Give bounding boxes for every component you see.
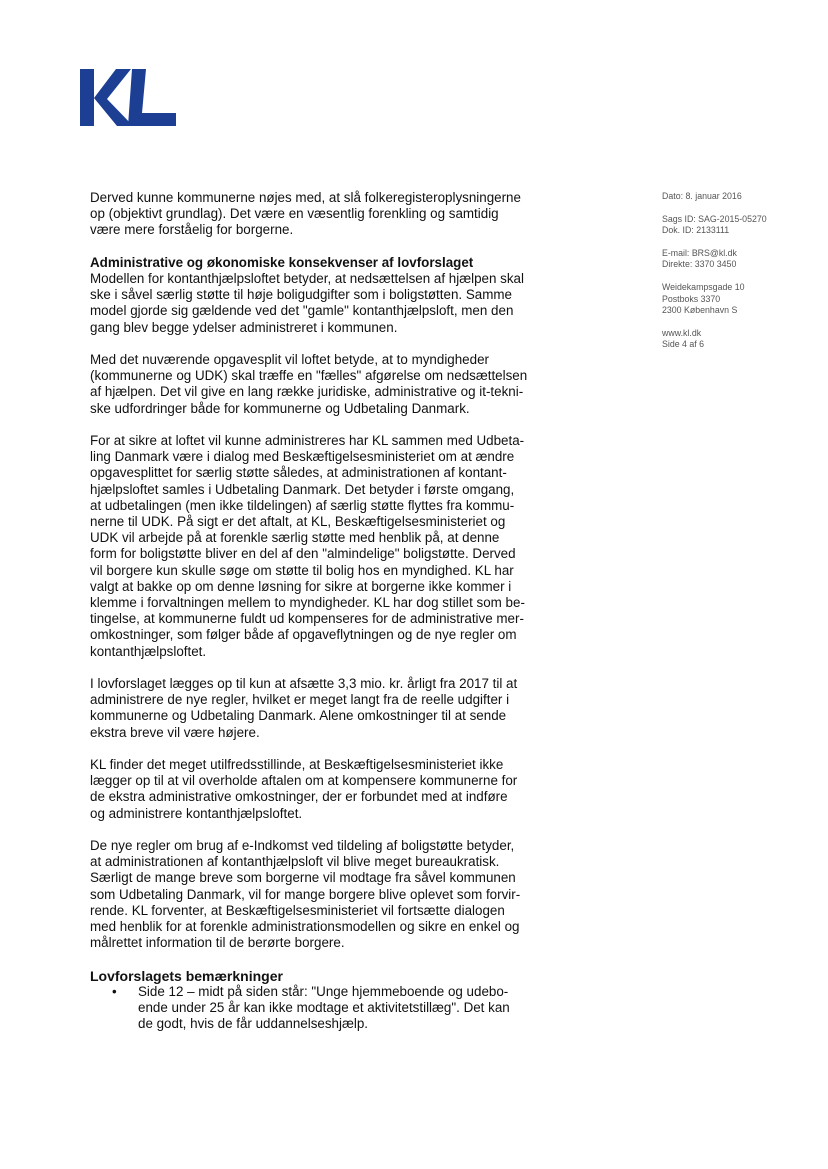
paragraph-6: KL finder det meget utilfredsstillinde, at Beskæftigelsesministeriet ikke lægger op til at vil overholde aftalen om at kompensere kommunerne for de ekstra administrative omkostninger, der er forbundet med at indføre og administrere kontanthjælpsloftet. — [90, 757, 518, 821]
address-city: 2300 København S — [662, 305, 738, 316]
case-id: Sags ID: SAG-2015-05270 — [662, 213, 767, 224]
paragraph-5: I lovforslaget lægges op til kun at afsætte 3,3 mio. kr. årligt fra 2017 til at administrere de nye regler, hvilket er meget langt fra de reelle udgifter i kommunerne og Udbetaling Danmark. Alene omkostninger til at sende ekstra breve vil være højere. — [90, 676, 518, 740]
website: www.kl.dk — [662, 327, 702, 338]
paragraph-1: Derved kunne kommunerne nøjes med, at slå folkeregisteroplysningerne op (objektivt grundlag). Det være en væsentlig forenkling og samtidig være mere forståelig for borgerne. — [90, 190, 521, 238]
paragraph-7: De nye regler om brug af e-Indkomst ved tildeling af boligstøtte betyder, at administrationen af kontanthjælpsloft vil blive meget bureaukratisk. Særligt de mange breve som borgerne vil modtage fra såvel kommunen som Udbetaling Danmark, vil for mange borgere blive oplevet som forvir- rende. KL forventer, at Beskæftigelsesministeriet vil fortsætte dialogen med henblik for at forenkle administrationsmodellen og sikre en enkel og målrettet information til de berørte borgere. — [90, 838, 521, 951]
paragraph-2: Modellen for kontanthjælpsloftet betyder, at nedsættelsen af hjælpen skal ske i såvel særlig støtte til høje boligudgifter som i boligstøtten. Samme model gjorde sig gældende ved det "gamle" kontanthjælpsloft, men den gang blev begge ydelser administreret i kommunen. — [90, 271, 524, 335]
section-heading-remarks: Lovforslagets bemærkninger — [90, 967, 283, 984]
list-item: • Side 12 – midt på siden står: "Unge hjemmeboende og udebo- ende under 25 år kan ikke modtage et aktivitetstillæg". Det kan de godt, hvis de får uddannelseshjælp. — [138, 984, 560, 1033]
letter-body — [90, 190, 560, 1032]
letter-metadata — [662, 191, 822, 362]
kl-logo — [80, 66, 176, 128]
document-id: Dok. ID: 2133111 — [662, 225, 730, 236]
letter-date: Dato: 8. januar 2016 — [662, 191, 742, 201]
address-street: Weidekampsgade 10 — [662, 281, 745, 292]
paragraph-3: Med det nuværende opgavesplit vil loftet betyde, at to myndigheder (kommunerne og UDK) skal træffe en "fælles" afgørelse om nedsættelsen af hjælpen. Det vil give en lang række juridiske, administrative og it-tekni- ske udfordringer både for kommunerne og Udbetaling Danmark. — [90, 352, 528, 416]
page-number: Side 4 af 6 — [662, 339, 705, 350]
contact-email: E-mail: BRS@kl.dk — [662, 247, 737, 258]
contact-phone: Direkte: 3370 3450 — [662, 259, 737, 270]
section-heading-consequences: Administrative og økonomiske konsekvenser af lovforslaget — [90, 254, 474, 270]
remarks-list — [90, 984, 560, 1033]
paragraph-4: For at sikre at loftet vil kunne administreres har KL sammen med Udbeta- ling Danmark være i dialog med Beskæftigelsesministeriet om at ændre opgavesplittet for særlig støtte således, at administrationen af kontant- hjælpsloftet samles i Udbetaling Danmark. Det betyder i første omgang, at udbetalingen (men ikke tildelingen) af særlig støtte flyttes fra kommu- nerne til UDK. På sigt er det aftalt, at KL, Beskæftigelsesministeriet og UDK vil arbejde på at forenkle særlig støtte med henblik på, at denne form for boligstøtte bliver en del af den "almindelige" boligstøtte. Derved vil borgere kun skulle søge om støtte til bolig hos en myndighed. KL har valgt at bakke op om denne løsning for sikre at borgerne ikke kommer i klemme i forvaltningen mellem to myndigheder. KL har dog stillet som be- tingelse, at kommunerne fuldt ud kompenseres for de administrative mer- omkostninger, som følger både af opgaveflytningen og de nye regler om kontanthjælpsloftet. — [90, 433, 525, 659]
address-pobox: Postboks 3370 — [662, 293, 721, 304]
